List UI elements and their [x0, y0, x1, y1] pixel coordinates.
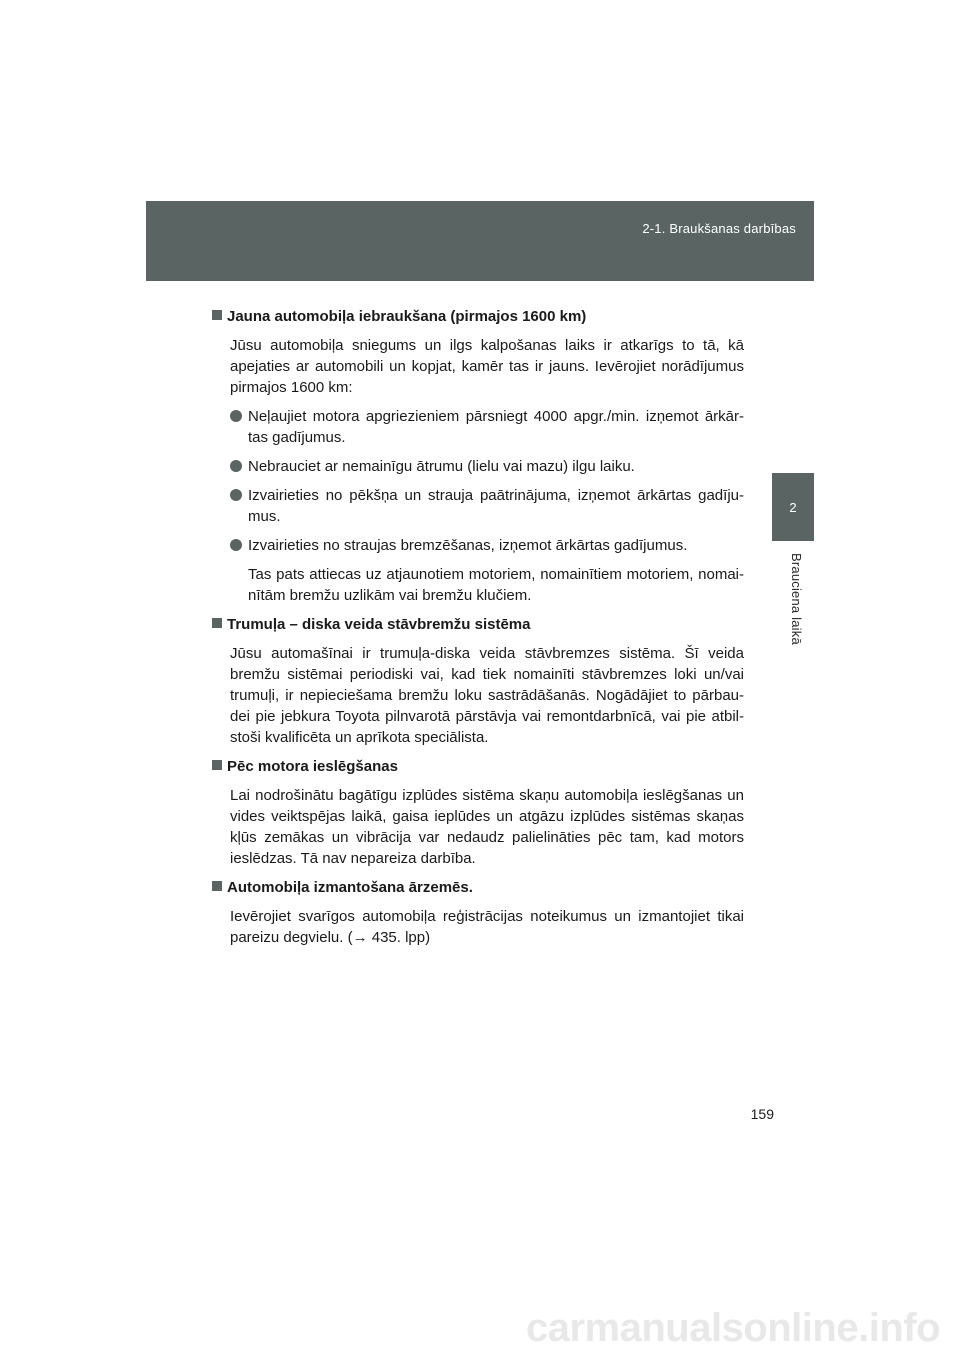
section-abroad [212, 877, 744, 948]
section-heading [212, 877, 744, 898]
page-content [212, 306, 744, 956]
chapter-tab [772, 473, 814, 541]
section-heading [212, 306, 744, 327]
section-intro: Jūsu automobiļa sniegums un ilgs kalpošanas laiks ir atkarīgs to tā, kā apejaties ar automobili un kopjat, kamēr tas ir jauns. Ievērojiet norādījumus pirmajos 1600 km: [230, 337, 744, 396]
section-heading-text: Trumuļa – diska veida stāvbremžu sistēma [227, 616, 531, 633]
section-note: Tas pats attiecas uz atjaunotiem motoriem, nomainītiem motoriem, nomai-nītām bremžu uzlikām vai bremžu klučiem. [248, 566, 744, 604]
header-band [146, 201, 814, 281]
list-item-text: Izvairieties no straujas bremzēšanas, izņemot ārkārtas gadījumus. [248, 537, 688, 554]
section-heading [212, 756, 744, 777]
square-bullet-icon [212, 881, 222, 891]
page-number: 159 [750, 1106, 774, 1122]
round-bullet-icon [230, 539, 242, 551]
square-bullet-icon [212, 618, 222, 628]
list-item [230, 456, 744, 477]
list-item-text: Nebrauciet ar nemainīgu ātrumu (lielu vai mazu) ilgu laiku. [248, 458, 635, 475]
section-heading-text: Jauna automobiļa iebraukšana (pirmajos 1600 km) [227, 308, 587, 325]
chapter-side-label: Brauciena laikā [789, 553, 804, 645]
section-body: Lai nodrošinātu bagātīgu izplūdes sistēma skaņu automobiļa ieslēgšanas un vides veiktspējas laikā, gaisa ieplūdes un atgāzu izplūdes sistēmas skaņas kļūs zemākas un vibrācija var nedaudz palielināties pēc tam, kad motors ieslēdzas. Tā nav nepareiza darbība. [230, 787, 744, 867]
section-heading-text: Automobiļa izmantošana ārzemēs. [227, 879, 473, 896]
watermark: carmanualsonline.info [525, 1306, 940, 1350]
list-item [230, 406, 744, 448]
section-heading [212, 614, 744, 635]
square-bullet-icon [212, 310, 222, 320]
bullet-list [212, 406, 744, 556]
list-item [230, 535, 744, 556]
round-bullet-icon [230, 489, 242, 501]
round-bullet-icon [230, 460, 242, 472]
chapter-tab-number: 2 [789, 499, 797, 515]
list-item [230, 485, 744, 527]
section-body: Ievērojiet svarīgos automobiļa reģistrācijas noteikumus un izmantojiet tikai pareizu degvielu. (→ 435. lpp) [230, 908, 744, 946]
list-item-text: Neļaujiet motora apgriezieniem pārsniegt 4000 apgr./min. izņemot ārkār-tas gadījumus. [248, 408, 744, 446]
chapter-title: 2-1. Braukšanas darbības [642, 221, 796, 236]
section-after-start [212, 756, 744, 869]
round-bullet-icon [230, 410, 242, 422]
section-body: Jūsu automašīnai ir trumuļa-diska veida stāvbremzes sistēma. Šī veida bremžu sistēmai periodiski vai, kad tiek nomainīti stāvbremzes loki un/vai trumuļi, ir nepieciešama bremžu loku sastrādāšanās. Nogādājiet to pārbau-dei pie jebkura Toyota pilnvarotā pārstāvja vai remontdarbnīcā, vai pie atbil-stoši kvalificēta un aprīkota speciālista. [230, 645, 744, 746]
square-bullet-icon [212, 760, 222, 770]
section-drum-brake [212, 614, 744, 748]
list-item-text: Izvairieties no pēkšņa un strauja paātrinājuma, izņemot ārkārtas gadīju-mus. [248, 487, 744, 525]
section-break-in [212, 306, 744, 606]
section-heading-text: Pēc motora ieslēgšanas [227, 758, 398, 775]
